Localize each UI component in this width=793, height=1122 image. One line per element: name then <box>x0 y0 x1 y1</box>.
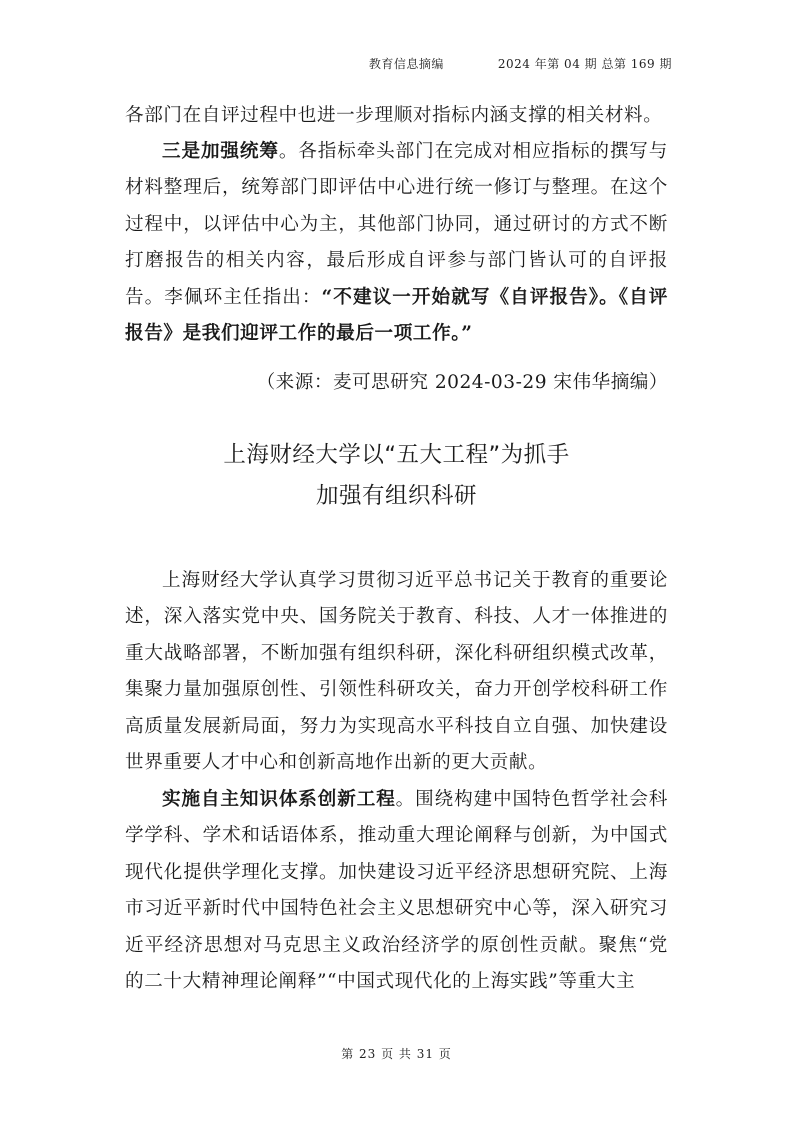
paragraph-lead: 实施自主知识体系创新工程 <box>162 789 396 810</box>
publication-name: 教育信息摘编 <box>368 57 444 71</box>
section-text: 。各指标牵头部门在完成对相应指标的撰写与材料整理后，统筹部门即评估中心进行统一修订与整理。在这个过程中，以评估中心为主，其他部门协同，通过研讨的方式不断打磨报告的相关内容，最后形成自评参与部门皆认可的自评报告。李佩环主任指出： <box>125 141 668 308</box>
article-intro-paragraph: 上海财经大学认真学习贯彻习近平总书记关于教育的重要论述，深入落实党中央、国务院关于教育、科技、人才一体推进的重大战略部署，不断加强有组织科研，深化科研组织模式改革，集聚力量加强原创性、引领性科研攻关，奋力开创学校科研工作高质量发展新局面，努力为实现高水平科技自立自强、加快建设世界重要人才中心和创新高地作出新的更大贡献。 <box>125 570 668 774</box>
section-lead: 三是加强统筹 <box>162 141 279 162</box>
continued-paragraph: 各部门在自评过程中也进一步理顺对指标内涵支撑的相关材料。 <box>125 105 663 126</box>
article-paragraph-2 <box>125 782 668 1000</box>
issue-info: 2024 年第 04 期 总第 169 期 <box>497 57 672 71</box>
article-title-line-2: 加强有组织科研 <box>315 483 477 509</box>
source-attribution: （来源：麦可思研究 2024-03-29 宋伟华摘编） <box>256 372 668 393</box>
article-title-line-1: 上海财经大学以“五大工程”为抓手 <box>223 442 570 468</box>
section-paragraph-3 <box>125 134 668 352</box>
section-quote: “不建议一开始就写《自评报告》。《自评报告》是我们迎评工作的最后一项工作。” <box>125 286 668 345</box>
page-header <box>369 55 672 72</box>
page-footer: 第 23 页 共 31 页 <box>341 1047 452 1061</box>
paragraph-text: 。围绕构建中国特色哲学社会科学学科、学术和话语体系，推动重大理论阐释与创新，为中国式现代化提供学理化支撑。加快建设习近平经济思想研究院、上海市习近平新时代中国特色社会主义思想研究中心等，深入研究习近平经济思想对马克思主义政治经济学的原创性贡献。聚焦“党的二十大精神理论阐释”“中国式现代化的上海实践”等重大主 <box>125 789 669 993</box>
